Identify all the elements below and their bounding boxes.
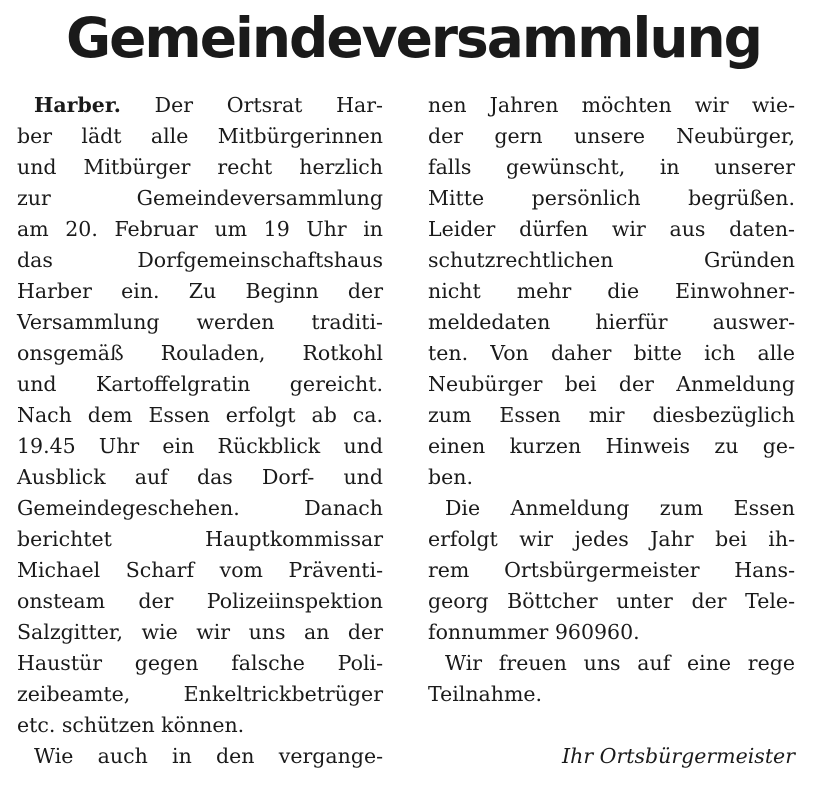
- paragraph-line: Versammlung werden traditi-: [17, 310, 383, 334]
- paragraph-line: Gemeindegeschehen. Danach: [17, 496, 383, 520]
- paragraph-line: rem Ortsbürgermeister Hans-: [428, 558, 795, 582]
- paragraph-line: einen kurzen Hinweis zu ge-: [428, 434, 795, 458]
- paragraph-line: das Dorfgemeinschaftshaus: [17, 248, 383, 272]
- paragraph-line: Teilnahme.: [428, 682, 543, 706]
- paragraph-line: der gern unsere Neubürger,: [428, 124, 795, 148]
- paragraph-line: schutzrechtlichen Gründen: [428, 248, 795, 272]
- paragraph-line: meldedaten hierfür auswer-: [428, 310, 795, 334]
- paragraph-line: [17, 90, 383, 121]
- paragraph-line: erfolgt wir jedes Jahr bei ih-: [428, 527, 795, 551]
- paragraph-line: am 20. Februar um 19 Uhr in: [17, 217, 383, 241]
- paragraph-line: berichtet Hauptkommissar: [17, 527, 383, 551]
- paragraph-line: zum Essen mir diesbezüglich: [428, 403, 795, 427]
- paragraph-line: und Kartoffelgratin gereicht.: [17, 372, 383, 396]
- paragraph-line: Nach dem Essen erfolgt ab ca.: [17, 403, 383, 427]
- article-headline: Gemeindeversammlung: [65, 6, 762, 70]
- paragraph-line: onsteam der Polizeiinspektion: [17, 589, 383, 613]
- paragraph-line: ben.: [428, 465, 473, 489]
- location-lead: Harber.: [34, 93, 121, 117]
- paragraph-line: 19.45 Uhr ein Rückblick und: [17, 434, 383, 458]
- paragraph-line: Leider dürfen wir aus daten-: [428, 217, 795, 241]
- paragraph-line: Mitte persönlich begrüßen.: [428, 186, 795, 210]
- paragraph-line: falls gewünscht, in unserer: [428, 155, 795, 179]
- paragraph-line: georg Böttcher unter der Tele-: [428, 589, 795, 613]
- paragraph-line: Michael Scharf vom Präventi-: [17, 558, 383, 582]
- paragraph-line: und Mitbürger recht herzlich: [17, 155, 383, 179]
- article-column-right: [428, 90, 795, 772]
- paragraph-text: Der Ortsrat Har-: [154, 93, 383, 117]
- paragraph-line: fonnummer 960960.: [428, 620, 640, 644]
- paragraph-line: ten. Von daher bitte ich alle: [428, 341, 795, 365]
- paragraph-line: Die Anmeldung zum Essen: [445, 496, 795, 520]
- paragraph-line: Ausblick auf das Dorf- und: [17, 465, 383, 489]
- paragraph-line: Wie auch in den vergange-: [34, 744, 383, 768]
- blank-line: [428, 710, 795, 741]
- paragraph-line: zeibeamte, Enkeltrickbetrüger: [17, 682, 383, 706]
- article-column-left: [17, 90, 383, 772]
- paragraph-line: nen Jahren möchten wir wie-: [428, 93, 795, 117]
- paragraph-line: zur Gemeindeversammlung: [17, 186, 383, 210]
- paragraph-line: Wir freuen uns auf eine rege: [445, 651, 795, 675]
- paragraph-line: etc. schützen können.: [17, 713, 245, 737]
- paragraph-line: Harber ein. Zu Beginn der: [17, 279, 383, 303]
- paragraph-line: ber lädt alle Mitbürgerinnen: [17, 124, 383, 148]
- paragraph-line: onsgemäß Rouladen, Rotkohl: [17, 341, 383, 365]
- paragraph-line: Salzgitter, wie wir uns an der: [17, 620, 383, 644]
- paragraph-line: nicht mehr die Einwohner-: [428, 279, 795, 303]
- paragraph-line: Neubürger bei der Anmeldung: [428, 372, 795, 396]
- paragraph-line: Haustür gegen falsche Poli-: [17, 651, 383, 675]
- signature: Ihr Ortsbürgermeister: [562, 744, 795, 768]
